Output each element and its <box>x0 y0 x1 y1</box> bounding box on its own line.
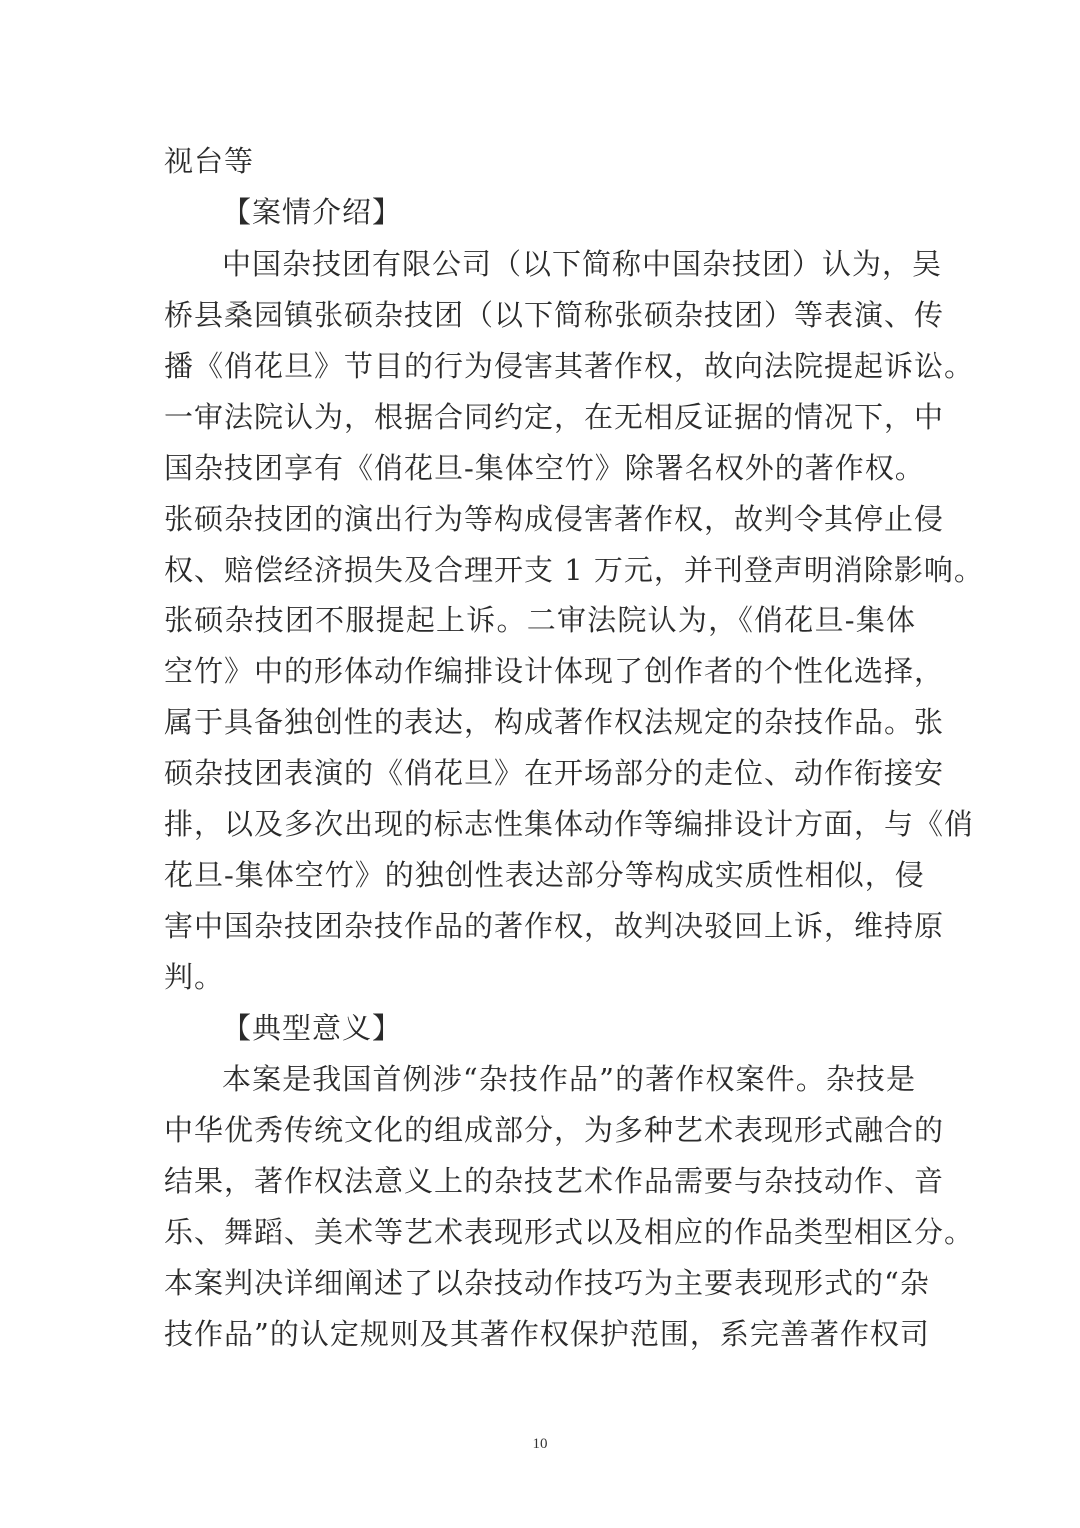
text-line: 张硕杂技团的演出行为等构成侵害著作权，故判令其停止侵 <box>164 502 945 536</box>
text-line: 一审法院认为，根据合同约定，在无相反证据的情况下，中 <box>164 400 945 434</box>
text-line: 硕杂技团表演的《俏花旦》在开场部分的走位、动作衔接安 <box>164 756 945 790</box>
text-line: 本案是我国首例涉“杂技作品”的著作权案件。杂技是 <box>222 1062 916 1096</box>
text-line: 中华优秀传统文化的组成部分，为多种艺术表现形式融合的 <box>164 1113 945 1147</box>
text-line: 技作品”的认定规则及其著作权保护范围，系完善著作权司 <box>164 1317 930 1351</box>
text-line: 排，以及多次出现的标志性集体动作等编排设计方面，与《俏 <box>164 807 975 841</box>
text-line: 国杂技团享有《俏花旦-集体空竹》除署名权外的著作权。 <box>164 451 925 485</box>
text-line: 空竹》中的形体动作编排设计体现了创作者的个性化选择， <box>164 654 945 688</box>
text-line: 播《俏花旦》节目的行为侵害其著作权，故向法院提起诉讼。 <box>164 349 975 383</box>
page-number: 10 <box>532 1436 548 1452</box>
text-line: 害中国杂技团杂技作品的著作权，故判决驳回上诉，维持原 <box>164 909 945 943</box>
text-line: 桥县桑园镇张硕杂技团（以下简称张硕杂技团）等表演、传 <box>164 298 945 332</box>
text-line: 乐、舞蹈、美术等艺术表现形式以及相应的作品类型相区分。 <box>164 1215 975 1249</box>
section-heading-case: 【案情介绍】 <box>222 195 403 229</box>
text-line: 判。 <box>164 960 225 994</box>
text-line: 权、赔偿经济损失及合理开支 1 万元，并刊登声明消除影响。 <box>164 553 984 587</box>
text-line: 中国杂技团有限公司（以下简称中国杂技团）认为，吴 <box>222 247 943 281</box>
text-line: 张硕杂技团不服提起上诉。二审法院认为，《俏花旦-集体 <box>164 603 916 637</box>
text-line: 本案判决详细阐述了以杂技动作技巧为主要表现形式的“杂 <box>164 1266 930 1300</box>
text-line: 结果，著作权法意义上的杂技艺术作品需要与杂技动作、音 <box>164 1164 945 1198</box>
section-heading-significance: 【典型意义】 <box>222 1011 403 1045</box>
text-line: 属于具备独创性的表达，构成著作权法规定的杂技作品。张 <box>164 705 945 739</box>
text-line: 花旦-集体空竹》的独创性表达部分等构成实质性相似，侵 <box>164 858 925 892</box>
text-line: 视台等 <box>164 144 255 178</box>
